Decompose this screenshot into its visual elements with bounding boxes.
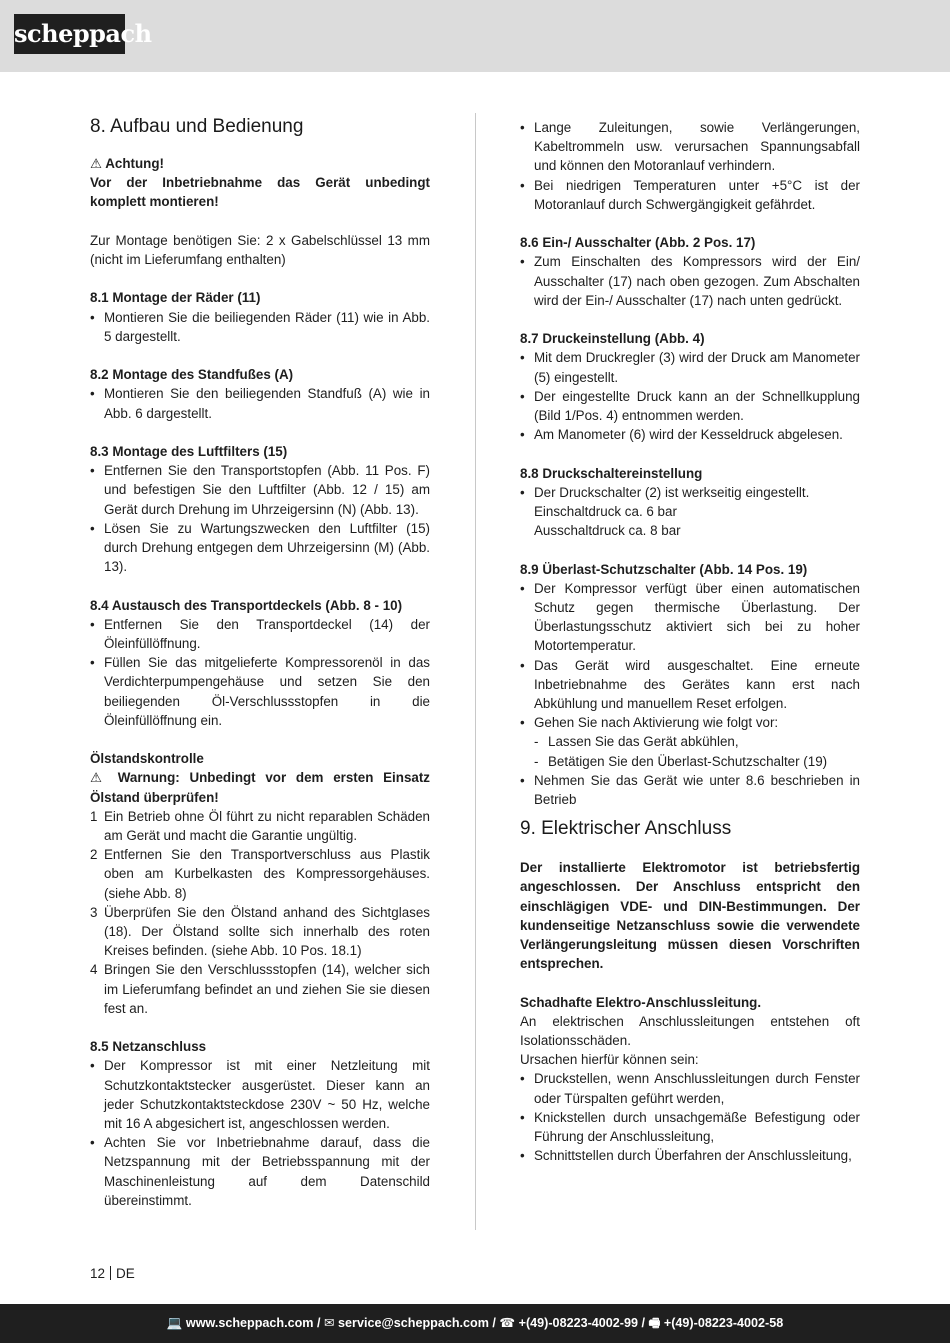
dash-item: - Betätigen Sie den Überlast-Schutzschalter (19) [534,753,828,769]
numbered-item: 2 Entfernen Sie den Transportverschluss aus Plastik oben am Kurbelkasten des Kompressorgehäuses. (siehe Abb. 8) [90,847,430,901]
subsection-8-5: 8.5 Netzanschluss [90,1039,207,1055]
intro-text: Zur Montage benötigen Sie: 2 x Gabelschlüssel 13 mm (nicht im Lieferumfang enthalten) [90,232,430,267]
list-item: • Lange Zuleitungen, sowie Verlängerungen, Kabeltrommeln usw. verursachen Spannungsabfall und können den Motoranlauf verhindern. [520,120,860,174]
cut-in-pressure: Einschaltdruck ca. 6 bar [534,504,677,520]
list-item: • Nehmen Sie das Gerät wie unter 8.6 beschrieben in Betrieb [520,772,860,808]
motor-connection-text: Der installierte Elektromotor ist betriebsfertig angeschlossen. Der Anschluss entspricht den einschlägigen VDE- und DIN-Bestimmungen. Der kundenseitige Netzanschluss sowie die verwendete Verlängerungsleitung müssen diesen Vorschriften entsprechen. [520,860,860,972]
oil-check-title: Ölstandskontrolle [90,751,204,767]
subsection-8-9: 8.9 Überlast-Schutzschalter (Abb. 14 Pos. 19) [520,561,808,577]
page-header [0,0,950,72]
list-item: • Montieren Sie die beiliegenden Räder (11) wie in Abb. 5 dargestellt. [90,309,430,344]
list-item: • Montieren Sie den beiliegenden Standfuß (A) wie in Abb. 6 dargestellt. [90,386,430,421]
numbered-item: 3 Überprüfen Sie den Ölstand anhand des Sichtglases (18). Der Ölstand sollte sich innerhalb des roten Kreises befinden. (siehe Abb. 10 Pos. 18.1) [90,904,430,959]
subsection-8-3: 8.3 Montage des Luftfilters (15) [90,443,288,459]
list-item: • Gehen Sie nach Aktivierung wie folgt vor: [520,715,779,731]
warning-title: ⚠ Achtung! [90,156,164,171]
list-item: • Lösen Sie zu Wartungszwecken den Luftfilter (15) durch Drehung entgegen dem Uhrzeigersinn (M) (Abb. 13). [90,520,430,575]
list-item: • Bei niedrigen Temperaturen unter +5°C ist der Motoranlauf durch Schwergängigkeit gefährdet. [520,177,860,212]
list-item: • Am Manometer (6) wird der Kesseldruck abgelesen. [520,427,843,443]
causes-intro: Ursachen hierfür können sein: [520,1052,699,1068]
contact-footer: 💻 www.scheppach.com / ✉ service@scheppach.com / ☎ +(49)-08223-4002-99 / 🖷 +(49)-08223-4002-58 [0,1304,950,1343]
subsection-8-1: 8.1 Montage der Räder (11) [90,290,261,306]
list-item: • Schnittstellen durch Überfahren der Anschlussleitung, [520,1148,852,1164]
list-item: • Knickstellen durch unsachgemäße Befestigung oder Führung der Anschlussleitung, [520,1109,860,1145]
scheppach-logo: scheppach [14,14,125,54]
warning-text: Vor der Inbetriebnahme das Gerät unbedingt komplett montieren! [90,175,430,210]
damaged-cable-title: Schadhafte Elektro-Anschlussleitung. [520,994,762,1010]
right-column [520,118,860,1165]
page-number: 12 DE [90,1266,135,1281]
numbered-item: 1 Ein Betrieb ohne Öl führt zu nicht reparablen Schäden am Gerät und macht die Garantie ungültig. [90,808,430,844]
list-item: • Zum Einschalten des Kompressors wird der Ein/ Ausschalter (17) nach oben gezogen. Zum Abschalten wird der Ein-/ Ausschalter (17) nach unten gedrückt. [520,254,860,308]
subsection-8-7: 8.7 Druckeinstellung (Abb. 4) [520,331,705,347]
list-item: • Der eingestellte Druck kann an der Schnellkupplung (Bild 1/Pos. 4) entnommen werden. [520,388,860,424]
dash-item: - Lassen Sie das Gerät abkühlen, [534,734,739,750]
list-item: • Füllen Sie das mitgelieferte Kompressorenöl in das Verdichterpumpengehäuse und setzen Sie den beiliegenden Öl-Verschlussstopfen in die Öleinfüllöffnung ein. [90,655,430,728]
left-column [90,118,430,1210]
list-item: • Achten Sie vor Inbetriebnahme darauf, dass die Netzspannung mit der Betriebsspannung mit der Maschinenleistung auf dem Datenschild übereinstimmt. [90,1135,430,1208]
subsection-8-4: 8.4 Austausch des Transportdeckels (Abb. 8 - 10) [90,597,403,613]
damaged-cable-text: An elektrischen Anschlussleitungen entstehen oft Isolationsschäden. [520,1013,860,1049]
subsection-8-2: 8.2 Montage des Standfußes (A) [90,367,294,383]
list-item: • Der Kompressor verfügt über einen automatischen Schutz gegen thermische Überlastung. Der Überlastungsschutz aktiviert sich bei zu hoher Motortemperatur. [520,580,860,654]
list-item: • Das Gerät wird ausgeschaltet. Eine erneute Inbetriebnahme des Gerätes kann erst nach Abkühlung und manuellem Reset erfolgen. [520,657,860,712]
section-9-heading: 9. Elektrischer Anschluss [520,818,732,840]
list-item: • Der Druckschalter (2) ist werkseitig eingestellt. [520,484,810,500]
subsection-8-8: 8.8 Druckschaltereinstellung [520,465,703,481]
list-item: • Druckstellen, wenn Anschlussleitungen durch Fenster oder Türspalten geführt werden, [520,1071,860,1106]
list-item: • Mit dem Druckregler (3) wird der Druck am Manometer (5) eingestellt. [520,350,860,385]
column-divider [475,113,476,1230]
cut-out-pressure: Ausschaltdruck ca. 8 bar [534,523,681,539]
list-item: • Entfernen Sie den Transportdeckel (14) der Öleinfüllöffnung. [90,616,430,651]
list-item: • Entfernen Sie den Transportstopfen (Abb. 11 Pos. F) und befestigen Sie den Luftfilter (Abb. 12 / 15) am Gerät durch Drehung im Uhrzeigersinn (N) (Abb. 13). [90,463,430,517]
numbered-item: 4 Bringen Sie den Verschlussstopfen (14), welcher sich im Lieferumfang befindet an und ziehen Sie sie diesen fest an. [90,962,430,1016]
list-item: • Der Kompressor ist mit einer Netzleitung mit Schutzkontaktstecker ausgerüstet. Dieser kann an jeder Schutzkontaktsteckdose 230V ~ 50 Hz, welche mit 16 A abgesichert ist, angeschlossen werden. [90,1058,430,1132]
section-8-heading: 8. Aufbau und Bedienung [90,116,304,137]
oil-warning: ⚠ Warnung: Unbedingt vor dem ersten Einsatz Ölstand überprüfen! [90,770,430,805]
subsection-8-6: 8.6 Ein-/ Ausschalter (Abb. 2 Pos. 17) [520,235,756,251]
